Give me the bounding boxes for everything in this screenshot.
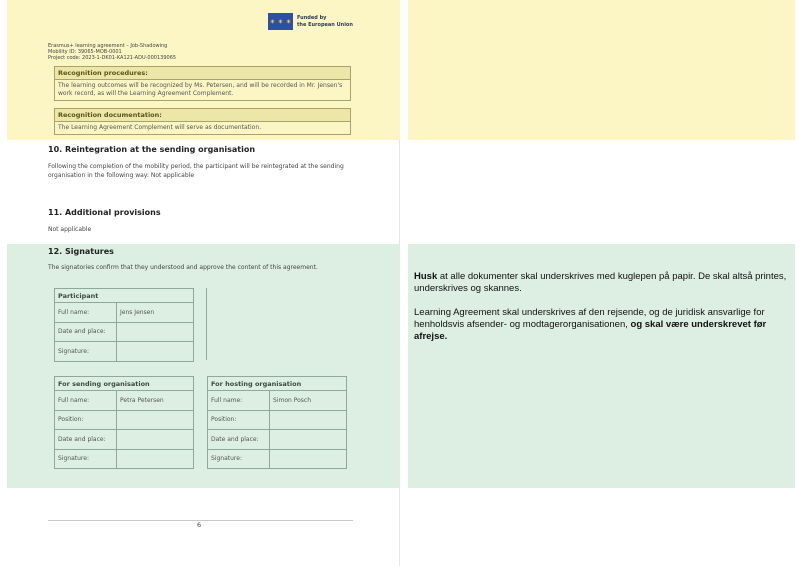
- document-header: [48, 43, 176, 61]
- note-text: at alle dokumenter skal underskrives med kuglepen på papir. De skal altså printes, underskrives og skannes.: [414, 271, 787, 294]
- table-row: [208, 430, 347, 450]
- date-place-label: Date and place:: [208, 430, 270, 450]
- section-12-text: The signatories confirm that they understood and approve the content of this agreement.: [48, 264, 318, 271]
- full-name-label: Full name:: [208, 391, 270, 411]
- note-emphasis: og skal være underskrevet før afrejse.: [414, 319, 767, 342]
- recognition-documentation-text: The Learning Agreement Complement will serve as documentation.: [58, 124, 262, 131]
- position-label: Position:: [55, 410, 117, 430]
- sending-signature: [117, 449, 194, 469]
- table-row: [55, 322, 194, 342]
- table-row: [208, 391, 347, 411]
- participant-signature-table: [54, 288, 194, 362]
- recognition-procedures-box: [54, 66, 351, 101]
- signature-label: Signature:: [55, 342, 117, 362]
- hosting-signature: [270, 449, 347, 469]
- participant-signature: [117, 342, 194, 362]
- hosting-org-signature-table: [207, 376, 347, 469]
- note-paragraph-2: [414, 307, 790, 343]
- note-text: Learning Agreement skal underskrives af den rejsende, og de juridisk ansvarlige for henholdsvis afsender- og modtagerorganisationen,: [414, 307, 765, 330]
- participant-heading: Participant: [55, 289, 194, 303]
- date-place-label: Date and place:: [55, 430, 117, 450]
- eu-flag-icon: ✶ ✶ ✶: [268, 13, 293, 30]
- recognition-documentation-title: Recognition documentation:: [55, 109, 350, 122]
- position-label: Position:: [208, 410, 270, 430]
- recognition-procedures-title: Recognition procedures:: [55, 67, 350, 80]
- date-place-label: Date and place:: [55, 322, 117, 342]
- table-row: [208, 449, 347, 469]
- signature-label: Signature:: [55, 449, 117, 469]
- divider: [206, 288, 207, 360]
- section-10-text: Following the completion of the mobility period, the participant will be reintegrated at the sending organisation in the following way: Not applicable: [48, 163, 344, 179]
- full-name-label: Full name:: [55, 391, 117, 411]
- table-row: [55, 430, 194, 450]
- project-code: Project code: 2023-1-DK01-KA121-ADU-000139065: [48, 55, 177, 61]
- section-10-title: 10. Reintegration at the sending organisation: [48, 145, 256, 154]
- recognition-procedures-text: The learning outcomes will be recognized by Ms. Petersen, and will be recorded in Mr. Jensen's work record, as will the Learning Agreement Complement.: [58, 82, 343, 97]
- right-yellow-band: [408, 0, 795, 140]
- sending-org-heading: For sending organisation: [55, 377, 194, 391]
- sending-full-name: Petra Petersen: [117, 391, 194, 411]
- table-row: [55, 449, 194, 469]
- full-name-label: Full name:: [55, 303, 117, 323]
- table-row: [55, 303, 194, 323]
- section-11-title: 11. Additional provisions: [48, 208, 161, 217]
- hosting-date-place: [270, 430, 347, 450]
- section-12-title: 12. Signatures: [48, 247, 114, 256]
- table-row: [55, 342, 194, 362]
- eu-funding-text: [297, 15, 353, 29]
- note-paragraph-1: [414, 271, 790, 295]
- eu-line-1: Funded by: [297, 14, 327, 21]
- signature-label: Signature:: [208, 449, 270, 469]
- table-row: [208, 410, 347, 430]
- hosting-full-name: Simon Posch: [270, 391, 347, 411]
- sending-date-place: [117, 430, 194, 450]
- sending-position: [117, 410, 194, 430]
- doc-title: Erasmus+ learning agreement – Job-Shadowing: [48, 43, 168, 49]
- mobility-id: Mobility ID: 39065-MOB-0001: [48, 49, 122, 55]
- sending-org-signature-table: [54, 376, 194, 469]
- hosting-position: [270, 410, 347, 430]
- participant-date-place: [117, 322, 194, 342]
- eu-line-2: the European Union: [297, 21, 353, 28]
- eu-funding-logo: [268, 13, 353, 30]
- signing-instructions-note: [414, 271, 790, 355]
- note-emphasis: Husk: [414, 271, 438, 282]
- page-number: 6: [197, 521, 202, 529]
- participant-full-name: Jens Jensen: [117, 303, 194, 323]
- hosting-org-heading: For hosting organisation: [208, 377, 347, 391]
- table-row: [55, 391, 194, 411]
- recognition-documentation-box: [54, 108, 351, 135]
- table-row: [55, 410, 194, 430]
- section-11-text: Not applicable: [48, 226, 92, 233]
